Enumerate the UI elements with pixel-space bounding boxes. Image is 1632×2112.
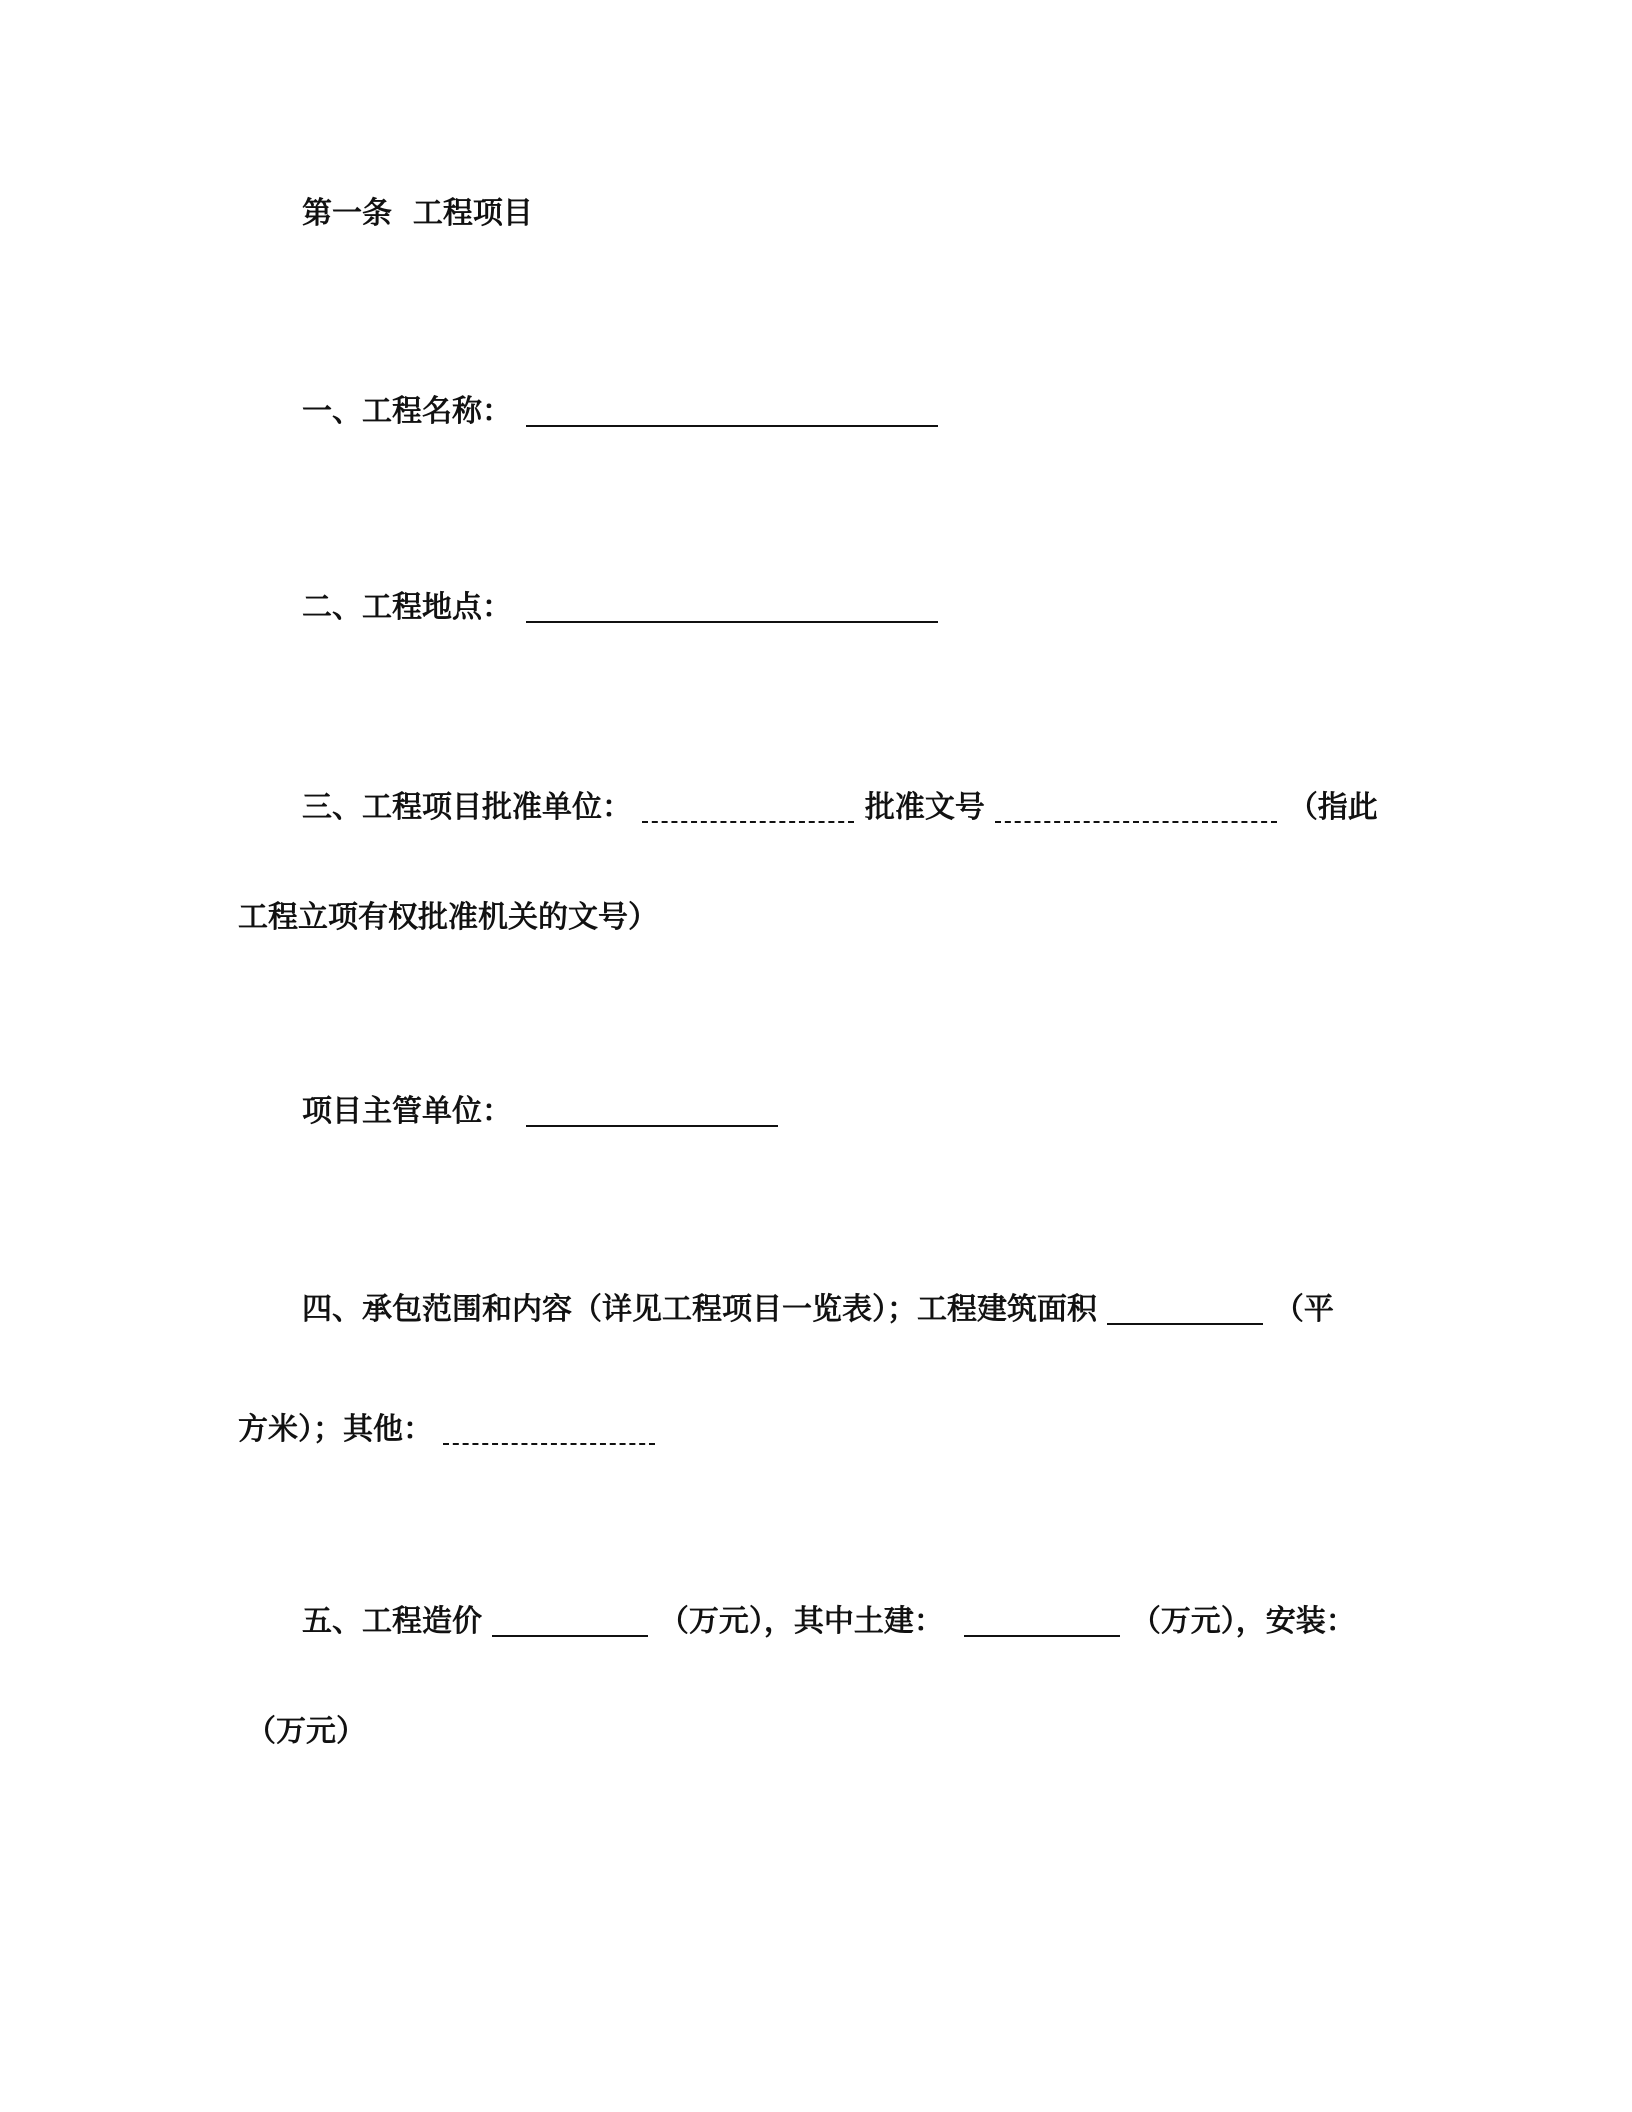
supervisor-row bbox=[302, 1092, 778, 1132]
building-area-blank[interactable] bbox=[1107, 1293, 1263, 1325]
supervisor-label: 项目主管单位： bbox=[302, 1094, 512, 1129]
cost-blank[interactable] bbox=[492, 1605, 648, 1637]
approval-unit-blank[interactable] bbox=[642, 791, 854, 823]
scope-label: 四、承包范围和内容（详见工程项目一览表）；工程建筑面积 bbox=[302, 1292, 1097, 1327]
approval-row bbox=[302, 788, 1378, 828]
approval-note-row bbox=[238, 898, 658, 938]
cost-unit: （万元），其中土建： bbox=[658, 1604, 944, 1639]
approval-number-label: 批准文号 bbox=[864, 790, 985, 825]
approval-note-end: 工程立项有权批准机关的文号） bbox=[238, 900, 658, 935]
project-location-blank[interactable] bbox=[526, 591, 938, 623]
cost-label: 五、工程造价 bbox=[302, 1604, 482, 1639]
scope-row bbox=[302, 1290, 1334, 1330]
approval-note-start: （指此 bbox=[1287, 790, 1378, 825]
project-name-blank[interactable] bbox=[526, 395, 938, 427]
civil-unit: （万元），安装： bbox=[1130, 1604, 1356, 1639]
scope-continued-row bbox=[238, 1410, 655, 1450]
article-heading-text: 第一条 工程项目 bbox=[302, 196, 533, 231]
article-heading bbox=[302, 194, 533, 234]
project-location-row bbox=[302, 588, 938, 628]
install-unit: （万元） bbox=[246, 1714, 366, 1749]
other-blank[interactable] bbox=[443, 1413, 655, 1445]
area-unit-end: 方米）；其他： bbox=[238, 1412, 433, 1447]
supervisor-blank[interactable] bbox=[526, 1095, 778, 1127]
approval-number-blank[interactable] bbox=[995, 791, 1277, 823]
area-unit-start: （平 bbox=[1273, 1292, 1334, 1327]
project-name-row bbox=[302, 392, 938, 432]
install-row bbox=[246, 1712, 366, 1752]
approval-unit-label: 三、工程项目批准单位： bbox=[302, 790, 632, 825]
cost-row bbox=[302, 1602, 1356, 1642]
project-location-label: 二、工程地点： bbox=[302, 590, 512, 625]
civil-cost-blank[interactable] bbox=[964, 1605, 1120, 1637]
project-name-label: 一、工程名称： bbox=[302, 394, 512, 429]
